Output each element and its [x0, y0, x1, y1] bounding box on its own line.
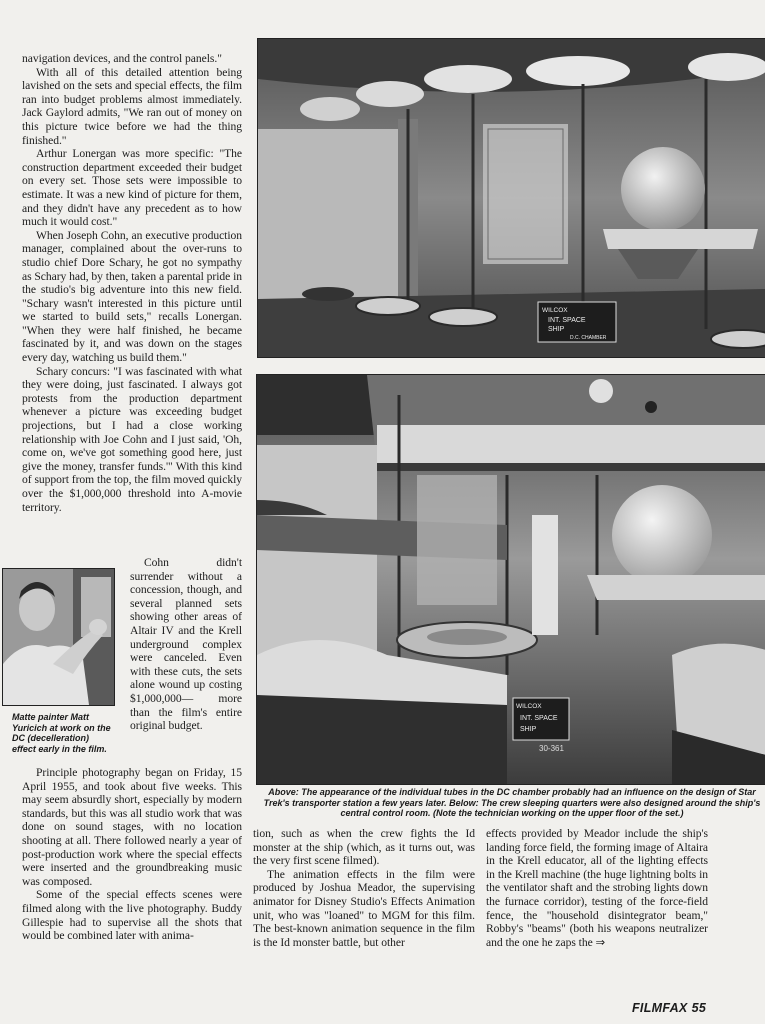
article-paragraph: navigation devices, and the control panels." — [22, 52, 222, 65]
sign-line: INT. SPACE — [520, 715, 558, 722]
article-paragraph: Some of the special effects scenes were filmed along with the live photography. Buddy Gillespie had to supervise all the shots that would be combined later with anima- — [22, 888, 242, 943]
article-column-1-bottom — [22, 766, 242, 943]
sign-line: WILCOX — [542, 307, 568, 314]
magazine-name: FILMFAX — [632, 1001, 688, 1015]
article-paragraph: tion, such as when the crew fights the Id monster at the ship (which, as it turns out, was the very first scene filmed). — [253, 827, 475, 868]
article-paragraph: The animation effects in the film were produced by Joshua Meador, the supervising animator for Disney Studio's Effects Animation unit, who was "loaned" to MGM for this film. The best-known animation sequence in the film is the Id monster battle, but other — [253, 867, 475, 949]
sign-line: WILCOX — [516, 703, 542, 710]
article-paragraph: effects provided by Meador include the ship's landing force field, the forming image of Altaira in the Krell educator, all of the lighting effects in the Krell machine (the huge lightning bolts in the ventilator shaft and the strobing lights down the furnace corridor), testing of the force-field fence, the "household disintegrator beam," Robby's "beams" (both his weapons neutralizer and the one he zaps the ⇒ — [486, 827, 708, 949]
sign-line: SHIP — [548, 326, 565, 333]
portrait-photo-matt-yuricich — [2, 568, 115, 706]
article-column-1-top — [22, 52, 242, 514]
sign-line: D.C. CHAMBER — [570, 335, 607, 341]
page-footer — [632, 1001, 706, 1015]
article-paragraph: With all of this detailed attention being lavished on the sets and special effects, the film ran into budget problems almost immediately. Jack Gaylord admits, "We ran out of money on this picture twice before we had the thing finished." — [22, 65, 242, 147]
clapper-sign — [513, 698, 569, 740]
photos-caption: Above: The appearance of the individual tubes in the DC chamber probably had an influence on the design of Star Trek's transporter station a few years later. Below: The crew sleeping quarters were also designed around the ship's central control room. (Note the technician working on the upper floor of the set.) — [263, 787, 761, 819]
article-column-3 — [486, 827, 708, 949]
clapper-sign — [538, 302, 616, 342]
dc-chamber-set-photo — [257, 38, 765, 358]
set-number: 30-361 — [539, 744, 564, 753]
page-number: 55 — [691, 1001, 707, 1015]
article-paragraph: When Joseph Cohn, an executive production manager, complained about the over-runs to studio chief Dore Schary, he got no sympathy as Schary had, by then, taken a parental pride in the studio's big adventure into this new field. "Schary wasn't interested in this picture until we started to build sets," recalls Lonergan. "When they were half finished, he became fascinated by it, and was down on the stages every day, watching us build them." — [22, 228, 243, 365]
article-paragraph: Schary concurs: "I was fascinated with what they were doing, just fascinated. I always got protests from the production department whenever a picture was exceeding budget projections, but I had a close working relationship with Joe Cohn and I just said, 'Oh, come on, we've got something good here, just give the money, transfer funds.'" With this kind of support from the top, the film moved quickly over the $1,000,000 threshold into A-movie territory. — [22, 364, 242, 514]
sign-line: INT. SPACE — [548, 317, 586, 324]
article-paragraph: Arthur Lonergan was more specific: "The construction department exceeded their budget on every set. Those sets were impossible to estimate. It was a new kind of picture for them, and they didn't have any precedent as to how much it would cost." — [22, 147, 242, 229]
portrait-caption: Matte painter Matt Yuricich at work on the DC (decelleration) effect early in the film. — [12, 712, 111, 754]
article-column-1-narrow — [130, 556, 242, 733]
article-paragraph: Cohn didn't surrender without a concession, though, and several planned sets showing other areas of Altair IV and the Krell underground complex were canceled. Even with these cuts, the sets alone wound up costing $1,000,000— more than the film's entire original budget. — [130, 556, 242, 733]
article-paragraph: Principle photography began on Friday, 15 April 1955, and took about five weeks. This may seem absurdly short, especially by modern standards, but this was all studio work that was done on sound stages, with no location shooting at all. There followed nearly a year of post-production work where the special effects were inserted and the groundbreaking music was composed. — [22, 766, 242, 888]
sign-line: SHIP — [520, 726, 537, 733]
article-column-2 — [253, 827, 475, 949]
crew-quarters-set-photo — [256, 374, 765, 785]
